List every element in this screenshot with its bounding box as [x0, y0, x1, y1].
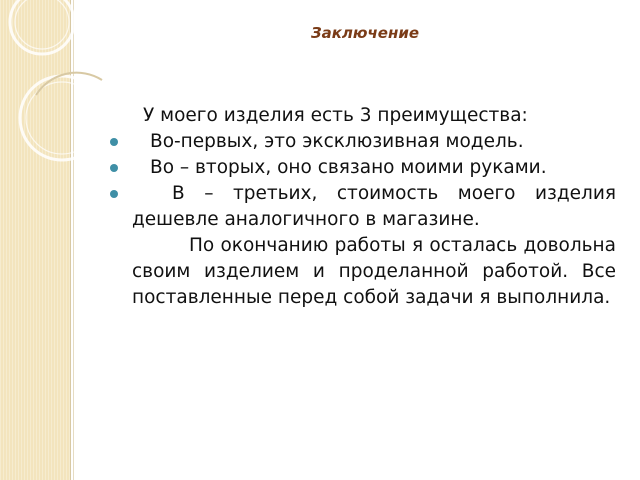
slide-body [110, 103, 616, 311]
intro-text: У моего изделия есть 3 преимущества: [143, 105, 528, 126]
bullet-icon [110, 138, 118, 146]
list-item-text: Во-первых, это эксклюзивная модель. [150, 131, 524, 152]
list-item-text: В – третьих, стоимость моего изделия дешевле аналогичного в магазине. [132, 183, 616, 230]
list-item [110, 155, 616, 181]
bullet-icon [110, 164, 118, 172]
list-item [110, 129, 616, 155]
conclusion-text-content: По окончанию работы я осталась довольна своим изделием и проделанной работой. Все поставленные перед собой задачи я выполнила. [132, 235, 616, 308]
decorative-rings-icon [0, 0, 110, 480]
bullet-icon [110, 190, 118, 198]
list-item-text: Во – вторых, оно связано моими руками. [150, 157, 547, 178]
list-item [110, 181, 616, 233]
slide-title: Заключение [310, 24, 420, 42]
conclusion-text [110, 233, 616, 311]
advantages-list [110, 129, 616, 233]
